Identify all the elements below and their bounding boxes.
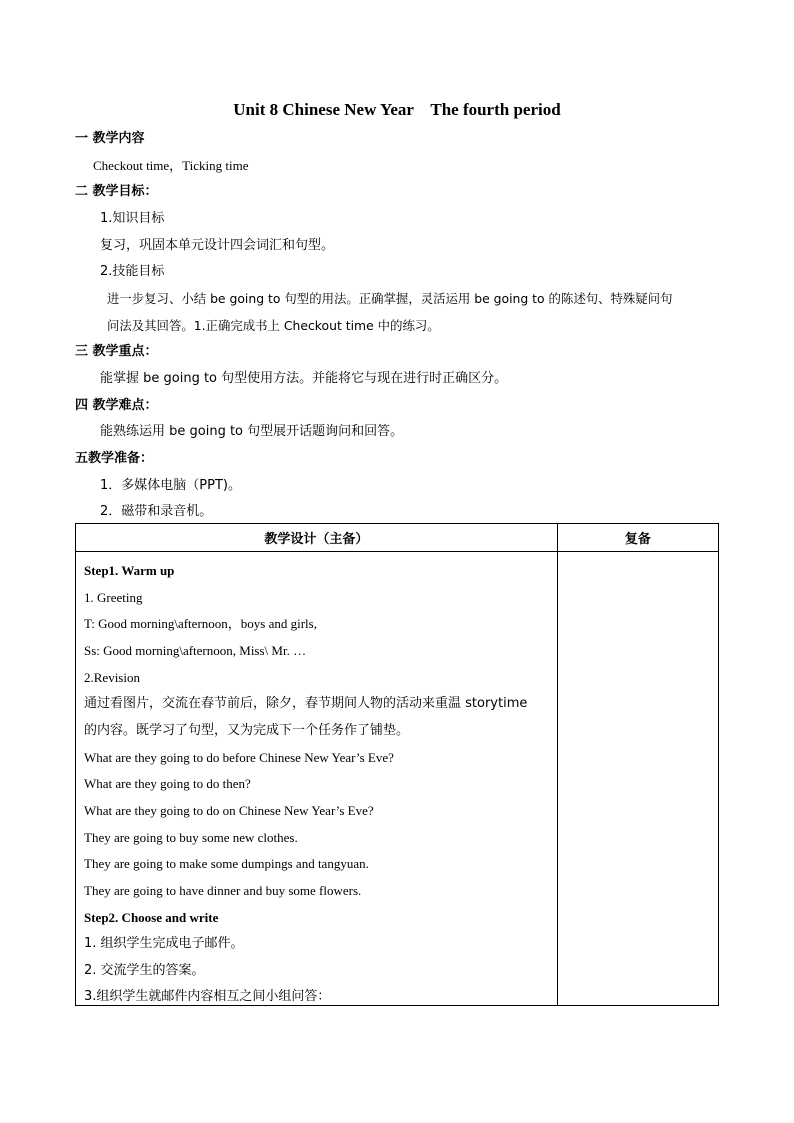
objective-skill-text-2: 问法及其回答。1.正确完成书上 Checkout time 中的练习。 — [107, 318, 440, 333]
objective-knowledge-label: 1.知识目标 — [100, 211, 165, 226]
table-line: They are going to make some dumpings and tangyuan. — [84, 856, 369, 871]
table-line: 3.组织学生就邮件内容相互之间小组问答： — [84, 989, 331, 1004]
main-design-cell — [76, 552, 558, 1006]
section-heading-content: 一 教学内容 — [75, 131, 145, 146]
preparation-item-1: 1．多媒体电脑（PPT)。 — [100, 478, 241, 493]
table-line: They are going to have dinner and buy some flowers. — [84, 883, 362, 898]
table-line: 通过看图片，交流在春节前后，除夕，春节期间人物的活动来重温 storytime — [84, 696, 528, 711]
section-heading-preparation: 五教学准备： — [75, 451, 154, 466]
revision-cell — [557, 552, 718, 1006]
objective-knowledge-text: 复习，巩固本单元设计四会词汇和句型。 — [100, 238, 335, 253]
section-heading-difficulties: 四 教学难点： — [75, 398, 158, 413]
section-heading-key-points: 三 教学重点： — [75, 344, 158, 359]
table-line: 的内容。既学习了句型，又为完成下一个任务作了铺垫。 — [84, 723, 410, 738]
section-text-content: Checkout time，Ticking time — [93, 158, 249, 173]
header-main-design: 教学设计（主备） — [76, 524, 558, 552]
table-line: T: Good morning\afternoon，boys and girls, — [84, 616, 317, 631]
table-line: 2.Revision — [84, 670, 140, 685]
table-body-row — [76, 552, 719, 1006]
key-points-text: 能掌握 be going to 句型使用方法。并能将它与现在进行时正确区分。 — [100, 371, 508, 386]
preparation-item-2: 2．磁带和录音机。 — [100, 504, 213, 519]
table-line: 1. 组织学生完成电子邮件。 — [84, 936, 244, 951]
document-title: Unit 8 Chinese New Year The fourth period — [233, 100, 561, 119]
table-line: Step2. Choose and write — [84, 910, 219, 925]
header-revision: 复备 — [557, 524, 718, 552]
table-line: What are they going to do before Chinese New Year’s Eve? — [84, 750, 394, 765]
table-line: 2. 交流学生的答案。 — [84, 963, 205, 978]
table-header-row — [76, 524, 719, 552]
table-line: What are they going to do on Chinese New Year’s Eve? — [84, 803, 374, 818]
table-line: They are going to buy some new clothes. — [84, 830, 298, 845]
table-line: Step1. Warm up — [84, 563, 175, 578]
objective-skill-text-1: 进一步复习、小结 be going to 句型的用法。正确掌握，灵活运用 be going to 的陈述句、特殊疑问句 — [107, 291, 673, 306]
table-line: What are they going to do then? — [84, 776, 251, 791]
table-line: 1. Greeting — [84, 590, 143, 605]
difficulties-text: 能熟练运用 be going to 句型展开话题询问和回答。 — [100, 424, 404, 439]
objective-skill-label: 2.技能目标 — [100, 264, 165, 279]
table-line: Ss: Good morning\afternoon, Miss\ Mr. … — [84, 643, 307, 658]
teaching-design-table — [75, 523, 719, 1006]
section-heading-objectives: 二 教学目标： — [75, 184, 158, 199]
